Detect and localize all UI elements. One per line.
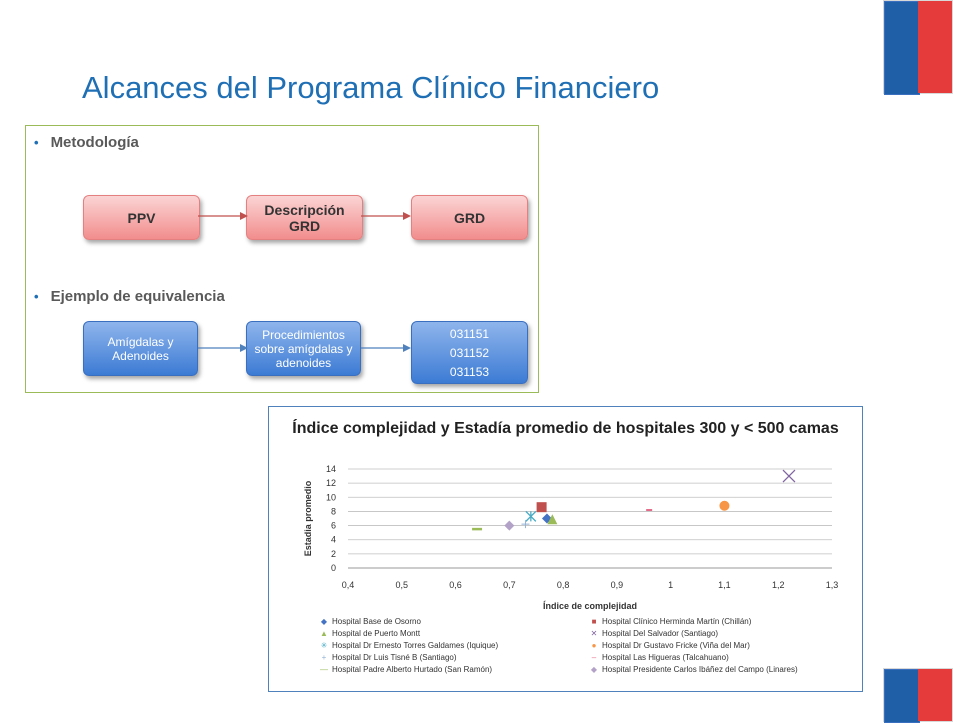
y-tick-label: 14 (325, 464, 336, 474)
y-tick-label: 12 (325, 478, 336, 489)
legend-item (319, 629, 420, 638)
slide-title: Alcances del Programa Clínico Financiero (82, 70, 660, 105)
x-tick-label: 0,5 (395, 580, 409, 590)
legend-item (319, 653, 457, 662)
legend-marker-icon: ◆ (320, 616, 328, 626)
legend-item (589, 641, 750, 650)
legend-marker-icon: — (320, 664, 328, 674)
legend-label: Hospital Presidente Carlos Ibáñez del Campo (Linares) (602, 665, 798, 674)
x-tick-label: 0,4 (341, 580, 355, 590)
data-point (521, 520, 529, 528)
legend-marker-icon: ▲ (320, 628, 328, 638)
legend-marker-icon: ✳ (320, 640, 328, 650)
legend-marker-icon: ■ (591, 616, 597, 626)
legend-marker-icon: ◆ (590, 664, 598, 674)
y-tick-label: 2 (330, 548, 336, 559)
flag-decoration-top (883, 0, 953, 94)
flow-box-ppv: PPV (83, 195, 200, 240)
bullet-equivalencia-label: Ejemplo de equivalencia (50, 288, 225, 305)
data-point (783, 470, 795, 482)
x-tick-label: 0,7 (503, 580, 516, 590)
bullet-equivalencia (34, 288, 225, 305)
legend-item (589, 653, 729, 662)
flow-box-grd: GRD (411, 195, 528, 240)
scatter-chart-panel (268, 406, 863, 692)
legend-marker-icon: ● (591, 640, 597, 650)
arrow-right-icon (361, 210, 411, 222)
y-tick-label: 0 (330, 563, 336, 573)
y-tick-label: 6 (330, 520, 336, 531)
legend-label: Hospital Las Higueras (Talcahuano) (602, 653, 729, 662)
flag-decoration-bottom (883, 668, 953, 722)
code-item: 031151 (449, 326, 490, 341)
y-tick-label: 8 (330, 506, 336, 517)
data-point (504, 521, 514, 531)
legend-label: Hospital de Puerto Montt (332, 629, 421, 638)
x-tick-label: 1,3 (825, 580, 839, 590)
flow-box-procedimientos: Procedimientos sobre amígdalas y adenoides (246, 321, 361, 376)
legend-marker-icon: + (321, 652, 327, 662)
legend-label: Hospital Padre Alberto Hurtado (San Ramón) (332, 665, 493, 674)
data-point (537, 502, 547, 512)
flow-box-descripcion-grd: Descripción GRD (246, 195, 363, 240)
x-tick-label: 1,2 (771, 580, 785, 590)
legend-label: Hospital Del Salvador (Santiago) (602, 629, 719, 638)
flow-box-codes (411, 321, 528, 384)
y-tick-label: 10 (325, 492, 336, 503)
arrow-right-icon (361, 342, 411, 354)
legend-item (589, 629, 718, 638)
legend-item (319, 641, 498, 650)
data-point (719, 501, 729, 511)
legend-label: Hospital Dr Ernesto Torres Galdames (Iquique) (332, 641, 499, 650)
legend-marker-icon: ✕ (590, 628, 598, 638)
arrow-right-icon (198, 342, 248, 354)
code-item: 031153 (449, 364, 490, 379)
legend-label: Hospital Dr Gustavo Fricke (Viña del Mar) (602, 641, 750, 650)
bullet-dot-icon: • (34, 289, 39, 304)
legend-item (319, 617, 421, 626)
bullet-methodology (34, 134, 139, 151)
code-item: 031152 (449, 345, 490, 360)
scatter-plot (269, 407, 862, 617)
y-tick-label: 4 (330, 534, 336, 545)
data-point (526, 511, 536, 521)
x-tick-label: 0,9 (610, 580, 624, 590)
legend-label: Hospital Base de Osorno (332, 617, 421, 626)
flow-box-amigdalas: Amígdalas y Adenoides (83, 321, 198, 376)
methodology-panel (25, 125, 539, 393)
x-tick-label: 1 (668, 580, 674, 590)
legend-item (589, 617, 751, 626)
x-tick-label: 0,6 (449, 580, 462, 590)
bullet-dot-icon: • (34, 135, 39, 150)
y-axis-title: Estadia promedio (303, 480, 313, 557)
bullet-methodology-label: Metodología (50, 134, 139, 151)
x-tick-label: 0,8 (556, 580, 570, 590)
legend-item (589, 665, 798, 674)
legend-marker-icon: – (591, 652, 597, 662)
legend-item (319, 665, 492, 674)
x-axis-title: Índice de complejidad (542, 601, 638, 611)
legend-label: Hospital Dr Luis Tisné B (Santiago) (332, 653, 457, 662)
legend-label: Hospital Clínico Herminda Martín (Chillán) (602, 617, 752, 626)
chart-title: Índice complejidad y Estadía promedio de hospitales 300 y < 500 camas (292, 420, 839, 437)
arrow-right-icon (198, 210, 248, 222)
x-tick-label: 1,1 (718, 580, 731, 590)
